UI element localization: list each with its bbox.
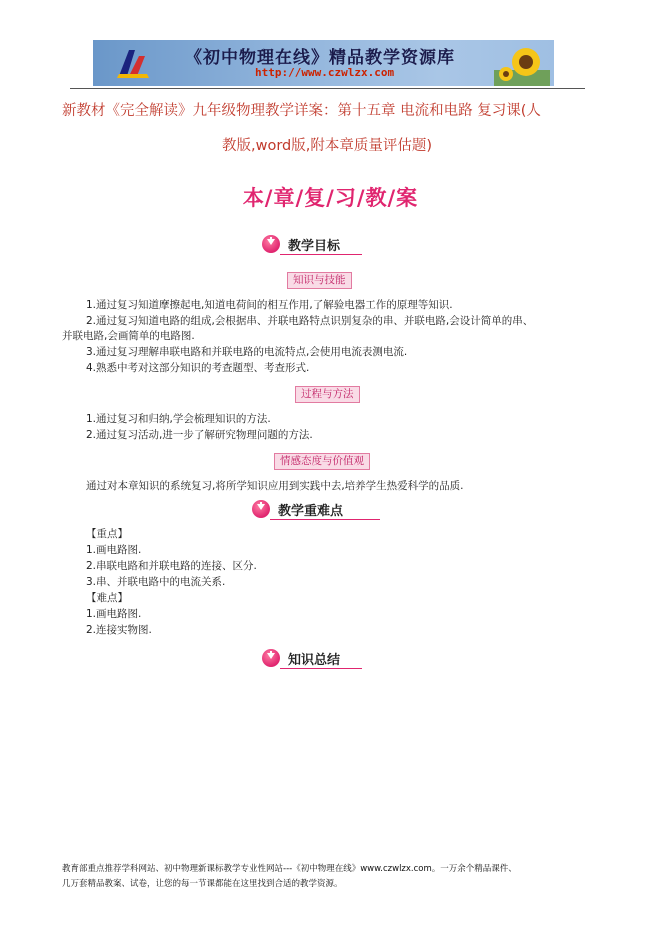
header-banner [93,40,554,86]
site-logo [115,46,151,80]
banner-title: 《初中物理在线》精品教学资源库 [185,48,455,68]
section-head-summary [262,649,362,669]
difficulty-item: 2.连接实物图. [86,624,152,636]
knowledge-item: 3.通过复习理解串联电路和并联电路的电流特点,会使用电流表测电流. [86,346,408,358]
difficulty-label: 【难点】 [86,592,128,604]
document-title-line-1: 新教材《完全解读》九年级物理教学详案：第十五章 电流和电路 复习课(人 [62,103,541,119]
tag-knowledge: 知识与技能 [287,272,352,289]
section-underline [270,519,380,520]
knowledge-item: 并联电路,会画简单的电路图. [62,330,195,342]
section-underline [280,668,362,669]
process-item: 1.通过复习和归纳,学会梳理知识的方法. [86,413,271,425]
focus-item: 3.串、并联电路中的电流关系. [86,576,226,588]
document-title [62,94,592,164]
attitude-text: 通过对本章知识的系统复习,将所学知识应用到实践中去,培养学生热爱科学的品质. [86,480,464,492]
focus-item: 1.画电路图. [86,544,142,556]
knowledge-item: 1.通过复习知道摩擦起电,知道电荷间的相互作用,了解验电器工作的原理等知识. [86,299,453,311]
section-title: 教学重难点 [278,504,344,519]
section-head-key-points [252,500,382,520]
tag-attitude: 情感态度与价值观 [274,453,370,470]
chapter-heading: 本/章/复/习/教/案 [242,186,419,210]
difficulty-item: 1.画电路图. [86,608,142,620]
focus-label: 【重点】 [86,528,128,540]
section-head-goals [262,235,362,255]
section-underline [280,254,362,255]
down-arrow-icon [262,235,280,253]
footer [62,862,602,892]
header-divider [70,88,585,89]
footer-line: 几万套精品教案、试卷，让您的每一节课都能在这里找到合适的教学资源。 [62,879,343,889]
down-arrow-icon [252,500,270,518]
tag-process: 过程与方法 [295,386,360,403]
sunflower-icon [494,44,550,86]
section-title: 知识总结 [288,653,341,668]
knowledge-item: 4.熟悉中考对这部分知识的考查题型、考查形式. [86,362,310,374]
down-arrow-icon [262,649,280,667]
process-item: 2.通过复习活动,进一步了解研究物理问题的方法. [86,429,313,441]
banner-url[interactable]: http://www.czwlzx.com [255,66,395,79]
section-title: 教学目标 [288,239,341,254]
footer-line: 教育部重点推荐学科网站、初中物理新课标教学专业性网站---《初中物理在线》www.czwlzx.com。一万余个精品课件、 [62,864,517,874]
focus-item: 2.串联电路和并联电路的连接、区分. [86,560,257,572]
knowledge-item: 2.通过复习知道电路的组成,会根据串、并联电路特点识别复杂的串、并联电路,会设计简单的串、 [86,315,534,327]
document-title-line-2: 教版,word版,附本章质量评估题) [221,138,432,154]
